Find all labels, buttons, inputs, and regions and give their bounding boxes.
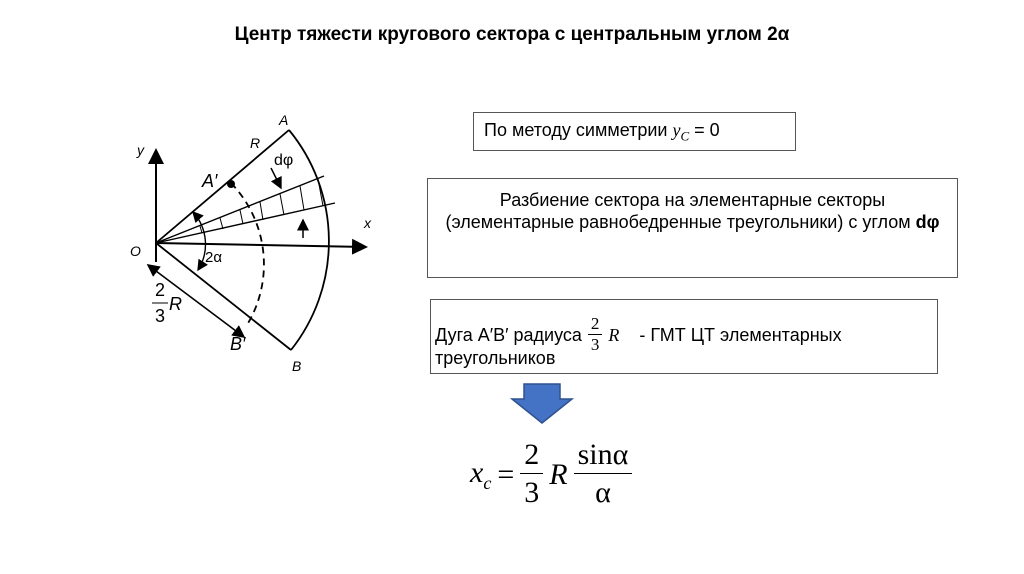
label-b: B [292, 358, 302, 374]
label-2alpha: 2α [205, 249, 223, 266]
dphi-arrow-top [271, 168, 281, 188]
formula-eq: = [497, 457, 515, 491]
x-axis [156, 243, 366, 247]
arc-frac-num: 2 [588, 314, 603, 335]
arc-text-line2: треугольников [435, 348, 556, 368]
result-formula [470, 437, 632, 512]
arc-text-after: - ГМТ ЦТ элементарных [639, 324, 842, 345]
arc-fraction [588, 314, 603, 355]
label-b-prime: B′ [230, 334, 246, 354]
arc-text-before: Дуга A′B′ радиуса [435, 324, 582, 345]
formula-frac: $\frac{2}{3}$ [520, 437, 543, 512]
partition-text: Разбиение сектора на элементарные секторы (элементарные равнобедренные треугольники) с углом [445, 190, 916, 232]
label-y: y [137, 142, 144, 158]
label-a: A [279, 112, 289, 128]
arc-frac-den: 3 [590, 335, 600, 354]
page-title: Центр тяжести кругового сектора с центральным углом 2α [234, 24, 790, 45]
symmetry-rest: = 0 [689, 120, 720, 140]
frac-den: 3 [155, 306, 166, 326]
label-o: O [130, 243, 141, 259]
hatching [200, 179, 323, 233]
label-dphi: dφ [274, 152, 294, 169]
sector-arc [289, 130, 329, 350]
elementary-line-1 [156, 176, 324, 243]
label-r: R [250, 135, 261, 151]
label-x: x [364, 215, 371, 231]
elementary-line-2 [156, 203, 335, 243]
sector-diagram [0, 0, 420, 400]
symmetry-var: y [672, 120, 681, 140]
partition-bold: dφ [915, 212, 940, 232]
symmetry-sub: C [680, 128, 690, 144]
dashed-arc [231, 183, 264, 325]
symmetry-text: По методу симметрии [484, 120, 673, 140]
frac-num: 2 [155, 280, 166, 300]
frac-r: R [169, 294, 182, 314]
down-arrow-icon [510, 383, 574, 425]
label-a-prime: A′ [202, 171, 218, 191]
formula-lhs: $x_c$ [470, 455, 492, 493]
partition-box [427, 178, 958, 278]
formula-r: R [549, 457, 568, 491]
arc-box [430, 299, 938, 374]
arc-frac-r: R [608, 324, 620, 345]
symmetry-box [473, 112, 796, 151]
point-a-prime [227, 180, 235, 188]
formula-sin-frac: $\frac{\sin\alpha}{\alpha}$ [574, 437, 633, 512]
angle-arc [193, 212, 205, 270]
